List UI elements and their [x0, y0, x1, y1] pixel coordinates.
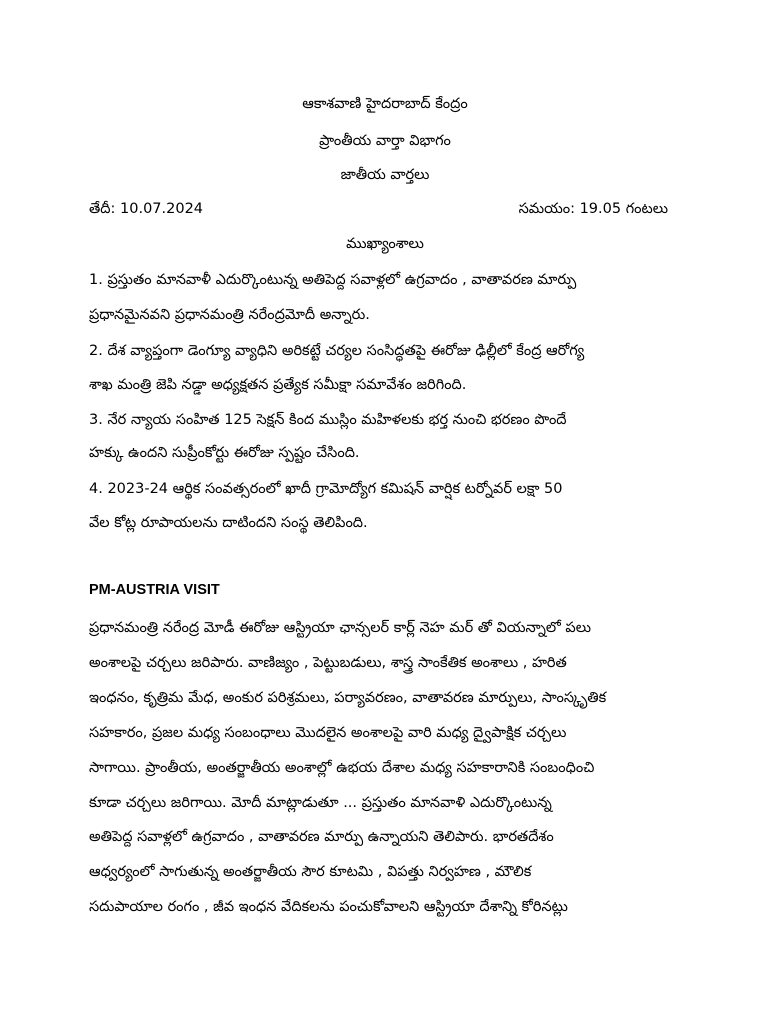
- story-line: సాగాయి. ప్రాంతీయ, అంతర్జాతీయ అంశాల్లో ఉభయ దేశాల మధ్య సహకారానికి సంబంధించి: [89, 760, 595, 776]
- story-line: సదుపాయాల రంగం , జీవ ఇంధన వేదికలను పంచుకోవాలని ఆస్ట్రియా దేశాన్ని కోరినట్లు: [89, 899, 568, 915]
- story-line: అంశాలపై చర్చలు జరిపారు. వాణిజ్యం , పెట్టుబడులు, శాస్త్ర సాంకేతిక అంశాలు , హరిత: [89, 655, 567, 671]
- story-line: ఆధ్వర్యంలో సాగుతున్న అంతర్జాతీయ సౌర కూటమి , విపత్తు నిర్వహణ , మౌలిక: [89, 864, 532, 880]
- headline-line: వేల కోట్ల రూపాయలను దాటిందని సంస్థ తెలిపింది.: [89, 515, 368, 531]
- story-line: ప్రధానమంత్రి నరేంద్ర మోడీ ఈరోజు ఆస్ట్రియా ఛాన్సలర్ కార్ల్ నెహ మర్ తో వియన్నాలో పలు: [89, 620, 592, 636]
- bulletin-time: సమయం: 19.05 గంటలు: [518, 201, 668, 217]
- bulletin-date: తేదీ: 10.07.2024: [89, 201, 204, 217]
- headline-line: 4. 2023-24 ఆర్థిక సంవత్సరంలో ఖాదీ గ్రామోద్యోగ కమిషన్ వార్షిక టర్నోవర్ లక్షా 50: [89, 481, 563, 497]
- bulletin-title: జాతీయ వార్తలు: [340, 167, 430, 183]
- headline-line: 2. దేశ వ్యాప్తంగా డెంగ్యూ వ్యాధిని అరికట్టే చర్యల సంసిద్ధతపై ఈరోజు ఢిల్లీలో కేంద్ర ఆరోగ్య: [89, 343, 585, 359]
- headlines-title: ముఖ్యాంశాలు: [346, 236, 424, 252]
- story-line: సహకారం, ప్రజల మధ్య సంబంధాలు మొదలైన అంశాలపై వారి మధ్య ద్వైపాక్షిక చర్చలు: [89, 725, 567, 741]
- headline-line: 1. ప్రస్తుతం మానవాళీ ఎదుర్కొంటున్న అతిపెద్ద సవాళ్లలో ఉగ్రవాదం , వాతావరణ మార్పు: [89, 272, 577, 288]
- story-line: కూడా చర్చలు జరిగాయి. మోదీ మాట్లాడుతూ ... ప్రస్తుతం మానవాళి ఎదుర్కొంటున్న: [89, 795, 552, 811]
- story-title: PM-AUSTRIA VISIT: [89, 582, 220, 598]
- headline-line: ప్రధానమైనవని ప్రధానమంత్రి నరేంద్రమోదీ అన్నారు.: [89, 307, 370, 323]
- story-line: అతిపెద్ద సవాళ్లలో ఉగ్రవాదం , వాతావరణ మార్పు ఉన్నాయని తెలిపారు. భారతదేశం: [89, 829, 554, 845]
- story-line: ఇంధనం, కృత్రిమ మేధ, అంకుర పరిశ్రమలు, పర్యావరణం, వాతావరణ మార్పులు, సాంస్కృతిక: [89, 690, 607, 706]
- division-title: ప్రాంతీయ వార్తా విభాగం: [319, 133, 451, 149]
- station-title: ఆకాశవాణి హైదరాబాద్ కేంద్రం: [302, 96, 468, 112]
- headline-line: 3. నేర న్యాయ సంహిత 125 సెక్షన్ కింద ముస్లిం మహిళలకు భర్త నుంచి భరణం పొందే: [89, 412, 567, 428]
- headline-line: శాఖ మంత్రి జెపి నడ్డా అధ్యక్షతన ప్రత్యేక సమీక్షా సమావేశం జరిగింది.: [89, 377, 467, 393]
- headline-line: హక్కు ఉందని సుప్రీంకోర్టు ఈరోజు స్పష్టం చేసింది.: [89, 445, 360, 461]
